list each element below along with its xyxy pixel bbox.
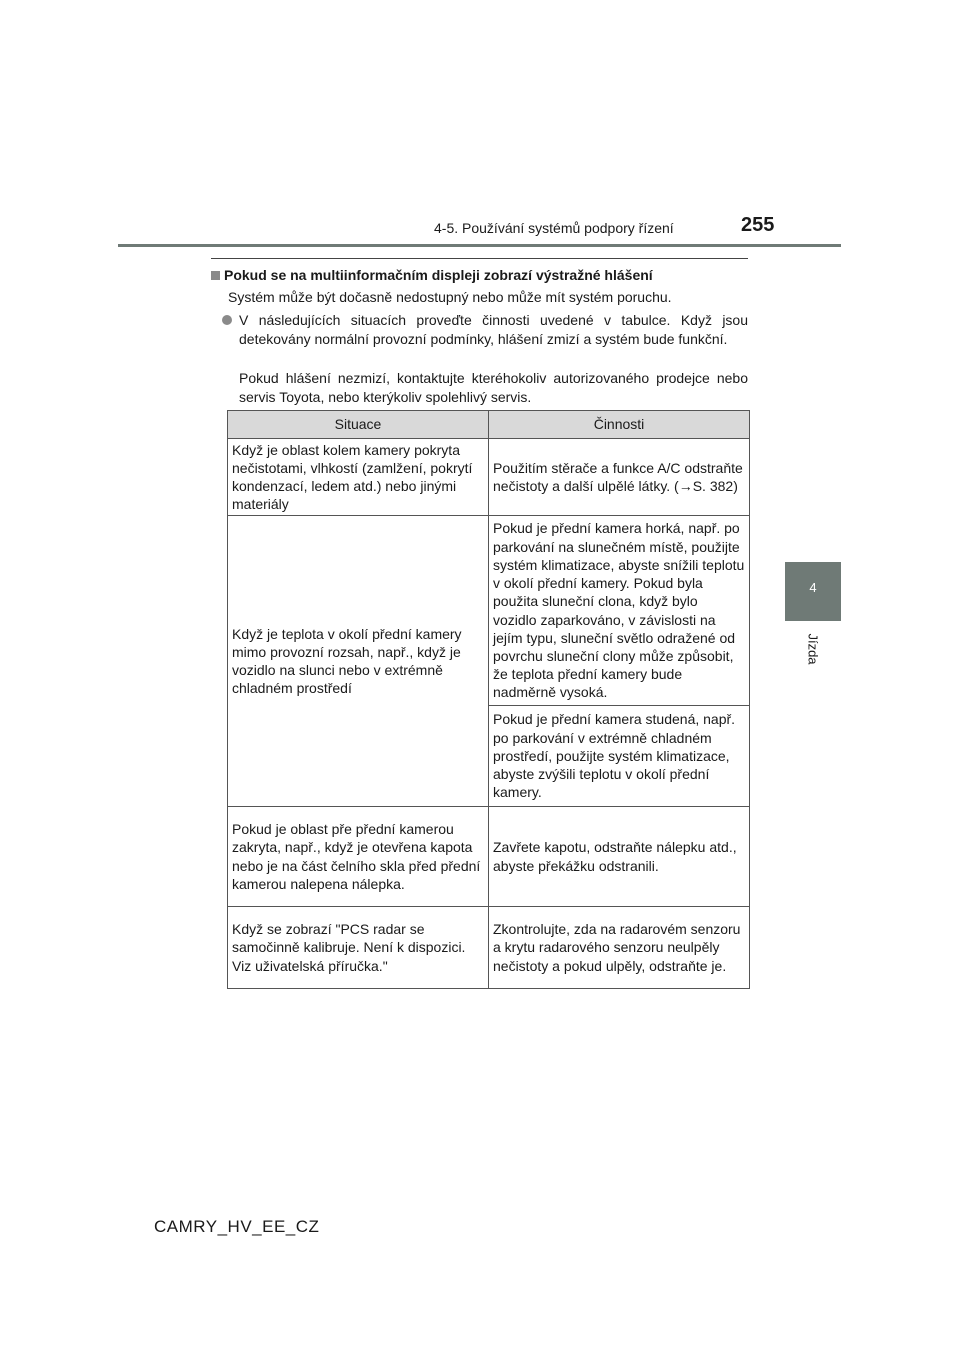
header-actions: Činnosti <box>489 411 750 439</box>
table-row <box>228 516 750 706</box>
situation-cell: Když je oblast kolem kamery pokryta nečistotami, vlhkostí (zamlžení, pokrytí kondenzací, ledem atd.) nebo jinými materiály <box>228 439 489 516</box>
warning-table <box>227 410 750 989</box>
page-number: 255 <box>741 214 775 236</box>
situation-cell: Pokud je oblast pře přední kamerou zakryta, např., když je otevřena kapota nebo je na část čelního skla před přední kamerou nalepena nálepka. <box>228 807 489 907</box>
section-rule <box>211 258 748 259</box>
chapter-title: 4-5. Používání systémů podpory řízení <box>434 220 674 236</box>
action-cell: Zkontrolujte, zda na radarovém senzoru a krytu radarového senzoru neulpěly nečistoty a pokud ulpěly, odstraňte je. <box>489 907 750 989</box>
bullet-text: V následujících situacích proveďte činnosti uvedené v tabulce. Když jsou detekovány normální provozní podmínky, hlášení zmizí a systém bude funkční. <box>239 312 748 347</box>
section-heading <box>211 266 751 284</box>
circle-bullet-icon <box>222 315 232 325</box>
section-heading-text: Pokud se na multiinformačním displeji zobrazí výstražné hlášení <box>224 267 653 283</box>
square-bullet-icon <box>211 271 220 280</box>
action-cell: Pokud je přední kamera horká, např. po parkování na slunečném místě, použijte systém klimatizace, abyste snížili teplotu v okolí přední kamery. Pokud byla použita sluneční clona, když bylo vozidlo zaparkováno, v závislosti na jejím typu, sluneční světlo odražené od povrchu sluneční clony může způsobit, že teplota přední kamery bude nadměrně vysoká. <box>489 516 750 706</box>
table-row <box>228 439 750 516</box>
situation-cell: Když se zobrazí "PCS radar se samočinně kalibruje. Není k dispozici. Viz uživatelská příručka." <box>228 907 489 989</box>
document-code: CAMRY_HV_EE_CZ <box>154 1217 320 1236</box>
table-header-row <box>228 411 750 439</box>
table-row <box>228 807 750 907</box>
header-rule <box>118 244 841 247</box>
header-situation: Situace <box>228 411 489 439</box>
action-cell: Pokud je přední kamera studená, např. po parkování v extrémně chladném prostředí, použijte systém klimatizace, abyste zvýšili teplotu v okolí přední kamery. <box>489 706 750 807</box>
action-cell: Použitím stěrače a funkce A/C odstraňte nečistoty a další ulpělé látky. (→S. 382) <box>489 439 750 516</box>
bullet-item <box>222 311 748 348</box>
chapter-tab-label-text: Jízda <box>805 633 821 665</box>
table-row <box>228 907 750 989</box>
contact-note: Pokud hlášení nezmizí, kontaktujte kteréhokoliv autorizovaného prodejce nebo servis Toyota, nebo kterýkoliv spolehlivý servis. <box>239 370 748 405</box>
action-cell: Zavřete kapotu, odstraňte nálepku atd., abyste překážku odstranili. <box>489 807 750 907</box>
chapter-tab-label <box>781 624 845 674</box>
chapter-tab: 4 <box>785 562 841 621</box>
situation-cell: Když je teplota v okolí přední kamery mimo provozní rozsah, např., když je vozidlo na slunci nebo v extrémně chladném prostředí <box>228 516 489 807</box>
section-intro: Systém může být dočasně nedostupný nebo může mít systém poruchu. <box>228 289 672 305</box>
